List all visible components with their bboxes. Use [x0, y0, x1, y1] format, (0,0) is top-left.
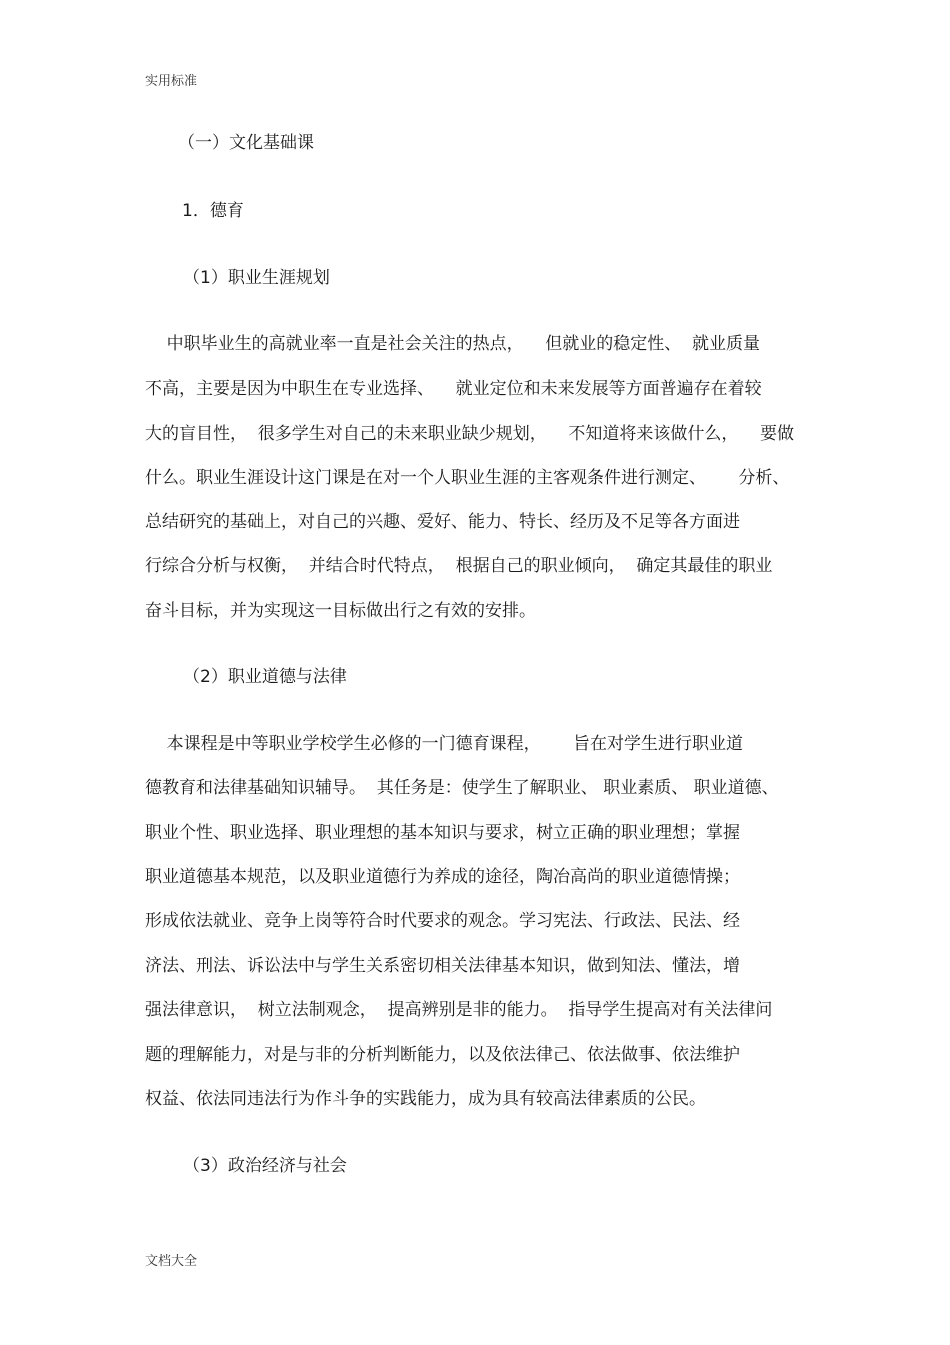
subsection-title: 1．德育 — [182, 201, 244, 221]
course-title-career-planning: （1）职业生涯规划 — [183, 268, 330, 288]
course-title-political-economy: （3）政治经济与社会 — [183, 1156, 347, 1176]
page-footer: 文档大全 — [145, 1254, 198, 1269]
section-title: （一）文化基础课 — [178, 133, 314, 153]
paragraph-line: 职业道德基本规范，以及职业道德行为养成的途径，陶冶高尚的职业道德情操； — [145, 867, 740, 887]
paragraph-line: 奋斗目标，并为实现这一目标做出行之有效的安排。 — [145, 601, 536, 621]
paragraph-line: 强法律意识， 树立法制观念， 提高辨别是非的能力。 指导学生提高对有关法律问 — [145, 1000, 773, 1020]
paragraph-line: 行综合分析与权衡， 并结合时代特点， 根据自己的职业倾向， 确定其最佳的职业 — [145, 556, 773, 576]
paragraph-line: 德教育和法律基础知识辅导。 其任务是：使学生了解职业、 职业素质、 职业道德、 — [145, 778, 779, 798]
page-header: 实用标准 — [145, 74, 198, 89]
paragraph-line: 不高，主要是因为中职生在专业选择、 就业定位和未来发展等方面普遍存在着较 — [145, 379, 762, 399]
paragraph-line: 形成依法就业、竞争上岗等符合时代要求的观念。学习宪法、行政法、民法、经 — [145, 911, 740, 931]
paragraph-line: 济法、刑法、诉讼法中与学生关系密切相关法律基本知识，做到知法、懂法，增 — [145, 956, 740, 976]
paragraph-line: 本课程是中等职业学校学生必修的一门德育课程， 旨在对学生进行职业道 — [145, 734, 744, 754]
paragraph-line: 题的理解能力，对是与非的分析判断能力，以及依法律己、依法做事、依法维护 — [145, 1045, 740, 1065]
paragraph-line: 大的盲目性， 很多学生对自己的未来职业缺少规划， 不知道将来该做什么， 要做 — [145, 424, 795, 444]
paragraph-line: 什么。职业生涯设计这门课是在对一个人职业生涯的主客观条件进行测定、 分析、 — [145, 468, 790, 488]
paragraph-line: 总结研究的基础上，对自己的兴趣、爱好、能力、特长、经历及不足等各方面进 — [145, 512, 740, 532]
paragraph-line: 职业个性、职业选择、职业理想的基本知识与要求，树立正确的职业理想；掌握 — [145, 823, 740, 843]
course-title-ethics-law: （2）职业道德与法律 — [183, 667, 347, 687]
paragraph-line: 权益、依法同违法行为作斗争的实践能力，成为具有较高法律素质的公民。 — [145, 1089, 706, 1109]
paragraph-line: 中职毕业生的高就业率一直是社会关注的热点， 但就业的稳定性、 就业质量 — [145, 334, 761, 354]
